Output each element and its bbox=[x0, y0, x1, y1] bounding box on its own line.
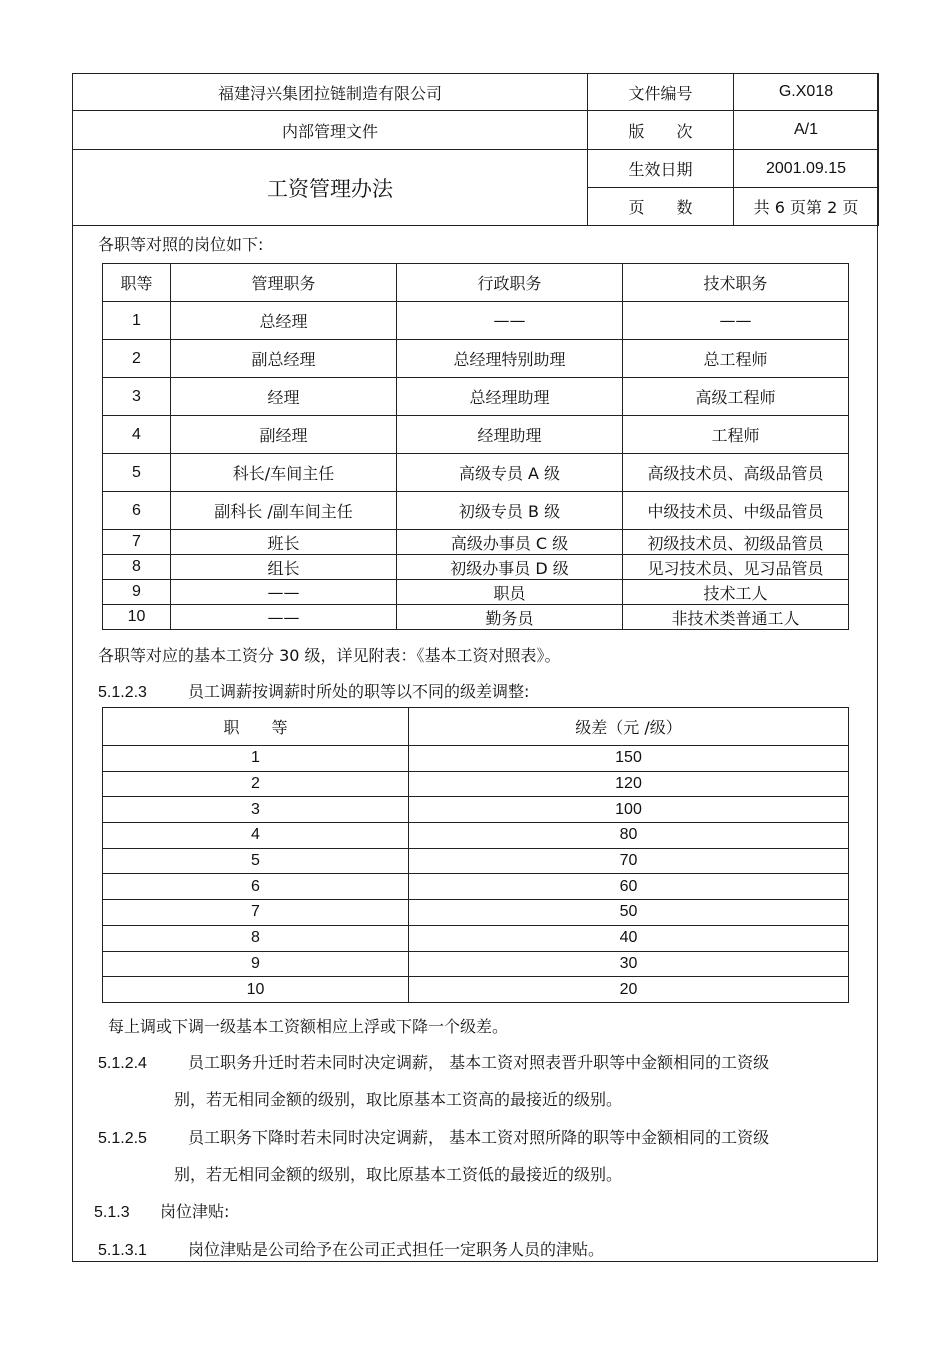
cell: 4 bbox=[103, 416, 171, 454]
table-row bbox=[103, 416, 849, 454]
table-row bbox=[103, 302, 849, 340]
company-name: 福建浔兴集团拉链制造有限公司 bbox=[73, 74, 588, 111]
cell: 非技术类普通工人 bbox=[623, 605, 849, 630]
cell: 7 bbox=[103, 530, 171, 555]
table-row bbox=[103, 848, 849, 874]
field-label-version: 版 次 bbox=[588, 111, 734, 150]
cell: 高级工程师 bbox=[623, 378, 849, 416]
cell: 副科长 /副车间主任 bbox=[171, 492, 397, 530]
section-text: 员工调薪按调薪时所处的职等以不同的级差调整: bbox=[188, 682, 530, 701]
cell: 高级专员 A 级 bbox=[397, 454, 623, 492]
table-row bbox=[103, 771, 849, 797]
section-5-1-2-3 bbox=[98, 679, 529, 702]
field-label-doc-number: 文件编号 bbox=[588, 74, 734, 111]
table-row bbox=[103, 378, 849, 416]
section-number: 5.1.2.5 bbox=[98, 1130, 147, 1147]
cell: 总工程师 bbox=[623, 340, 849, 378]
cell: 8 bbox=[103, 925, 409, 951]
cell: 9 bbox=[103, 951, 409, 977]
table-row bbox=[103, 555, 849, 580]
table-row bbox=[103, 454, 849, 492]
cell: 50 bbox=[409, 900, 849, 926]
cell: 班长 bbox=[171, 530, 397, 555]
position-table bbox=[102, 263, 849, 630]
table-row bbox=[103, 746, 849, 772]
table-row bbox=[103, 925, 849, 951]
cell: 1 bbox=[103, 746, 409, 772]
cell: 9 bbox=[103, 580, 171, 605]
cell: 科长/车间主任 bbox=[171, 454, 397, 492]
basic-salary-note: 各职等对应的基本工资分 30 级，详见附表：《基本工资对照表》。 bbox=[98, 646, 561, 665]
cell: 2 bbox=[103, 771, 409, 797]
cell: 总经理助理 bbox=[397, 378, 623, 416]
cell: 5 bbox=[103, 848, 409, 874]
table-row bbox=[103, 605, 849, 630]
cell: 4 bbox=[103, 823, 409, 849]
cell: 组长 bbox=[171, 555, 397, 580]
section-5-1-2-5 bbox=[98, 1125, 769, 1148]
section-number: 5.1.2.3 bbox=[98, 684, 147, 701]
field-label-effective-date: 生效日期 bbox=[588, 150, 734, 188]
table-row bbox=[103, 951, 849, 977]
section-text: 员工职务下降时若未同时决定调薪， 基本工资对照所降的职等中金额相同的工资级 bbox=[188, 1128, 770, 1147]
section-5-1-3 bbox=[94, 1199, 229, 1222]
cell: 经理 bbox=[171, 378, 397, 416]
section-5-1-2-5-continued: 别，若无相同金额的级别，取比原基本工资低的最接近的级别。 bbox=[174, 1165, 623, 1184]
cell: 经理助理 bbox=[397, 416, 623, 454]
table-row bbox=[103, 530, 849, 555]
cell: —— bbox=[171, 580, 397, 605]
cell: 6 bbox=[103, 874, 409, 900]
cell: 150 bbox=[409, 746, 849, 772]
section-5-1-3-1 bbox=[98, 1237, 604, 1260]
grade-header-difference: 级差（元 /级） bbox=[409, 708, 849, 746]
section-number: 5.1.2.4 bbox=[98, 1055, 147, 1072]
intro-text: 各职等对照的岗位如下: bbox=[98, 235, 264, 254]
cell: 总经理 bbox=[171, 302, 397, 340]
cell: 总经理特别助理 bbox=[397, 340, 623, 378]
table-row bbox=[103, 874, 849, 900]
table-row bbox=[103, 580, 849, 605]
table-row bbox=[103, 797, 849, 823]
cell: 60 bbox=[409, 874, 849, 900]
cell: —— bbox=[171, 605, 397, 630]
section-text: 员工职务升迁时若未同时决定调薪， 基本工资对照表晋升职等中金额相同的工资级 bbox=[188, 1053, 770, 1072]
table-row bbox=[103, 340, 849, 378]
cell: 见习技术员、见习品管员 bbox=[623, 555, 849, 580]
doc-title: 工资管理办法 bbox=[73, 150, 588, 226]
position-header-admin: 行政职务 bbox=[397, 264, 623, 302]
cell: —— bbox=[623, 302, 849, 340]
field-value-version: A/1 bbox=[734, 111, 879, 150]
cell: 100 bbox=[409, 797, 849, 823]
field-value-effective-date: 2001.09.15 bbox=[734, 150, 879, 188]
cell: 8 bbox=[103, 555, 171, 580]
field-value-doc-number: G.X018 bbox=[734, 74, 879, 111]
section-text: 岗位津贴: bbox=[160, 1202, 230, 1221]
section-5-1-2-4-continued: 别，若无相同金额的级别，取比原基本工资高的最接近的级别。 bbox=[174, 1090, 623, 1109]
field-value-pages: 共 6 页第 2 页 bbox=[734, 188, 879, 226]
table-row bbox=[103, 823, 849, 849]
position-header-grade: 职等 bbox=[103, 264, 171, 302]
grade-header-grade: 职 等 bbox=[103, 708, 409, 746]
cell: 10 bbox=[103, 977, 409, 1003]
cell: 技术工人 bbox=[623, 580, 849, 605]
section-text: 岗位津贴是公司给予在公司正式担任一定职务人员的津贴。 bbox=[188, 1240, 605, 1259]
cell: 80 bbox=[409, 823, 849, 849]
cell: 6 bbox=[103, 492, 171, 530]
cell: 职员 bbox=[397, 580, 623, 605]
cell: 初级专员 B 级 bbox=[397, 492, 623, 530]
cell: 70 bbox=[409, 848, 849, 874]
table-row bbox=[103, 900, 849, 926]
section-5-1-2-4 bbox=[98, 1050, 769, 1073]
cell: 副总经理 bbox=[171, 340, 397, 378]
cell: 初级技术员、初级品管员 bbox=[623, 530, 849, 555]
cell: 勤务员 bbox=[397, 605, 623, 630]
grade-note: 每上调或下调一级基本工资额相应上浮或下降一个级差。 bbox=[108, 1017, 509, 1036]
grade-difference-table bbox=[102, 707, 849, 1003]
cell: 3 bbox=[103, 797, 409, 823]
cell: 初级办事员 D 级 bbox=[397, 555, 623, 580]
cell: 5 bbox=[103, 454, 171, 492]
cell: 2 bbox=[103, 340, 171, 378]
cell: 1 bbox=[103, 302, 171, 340]
document-header bbox=[72, 73, 879, 226]
cell: 中级技术员、中级品管员 bbox=[623, 492, 849, 530]
field-label-pages: 页 数 bbox=[588, 188, 734, 226]
cell: 工程师 bbox=[623, 416, 849, 454]
table-row bbox=[103, 977, 849, 1003]
cell: 3 bbox=[103, 378, 171, 416]
cell: 20 bbox=[409, 977, 849, 1003]
position-header-technical: 技术职务 bbox=[623, 264, 849, 302]
cell: 40 bbox=[409, 925, 849, 951]
position-header-management: 管理职务 bbox=[171, 264, 397, 302]
cell: 120 bbox=[409, 771, 849, 797]
table-row bbox=[103, 492, 849, 530]
doc-type: 内部管理文件 bbox=[73, 111, 588, 150]
cell: 高级技术员、高级品管员 bbox=[623, 454, 849, 492]
cell: 10 bbox=[103, 605, 171, 630]
cell: 副经理 bbox=[171, 416, 397, 454]
cell: 高级办事员 C 级 bbox=[397, 530, 623, 555]
cell: 30 bbox=[409, 951, 849, 977]
cell: —— bbox=[397, 302, 623, 340]
section-number: 5.1.3.1 bbox=[98, 1242, 147, 1259]
cell: 7 bbox=[103, 900, 409, 926]
section-number: 5.1.3 bbox=[94, 1204, 130, 1221]
